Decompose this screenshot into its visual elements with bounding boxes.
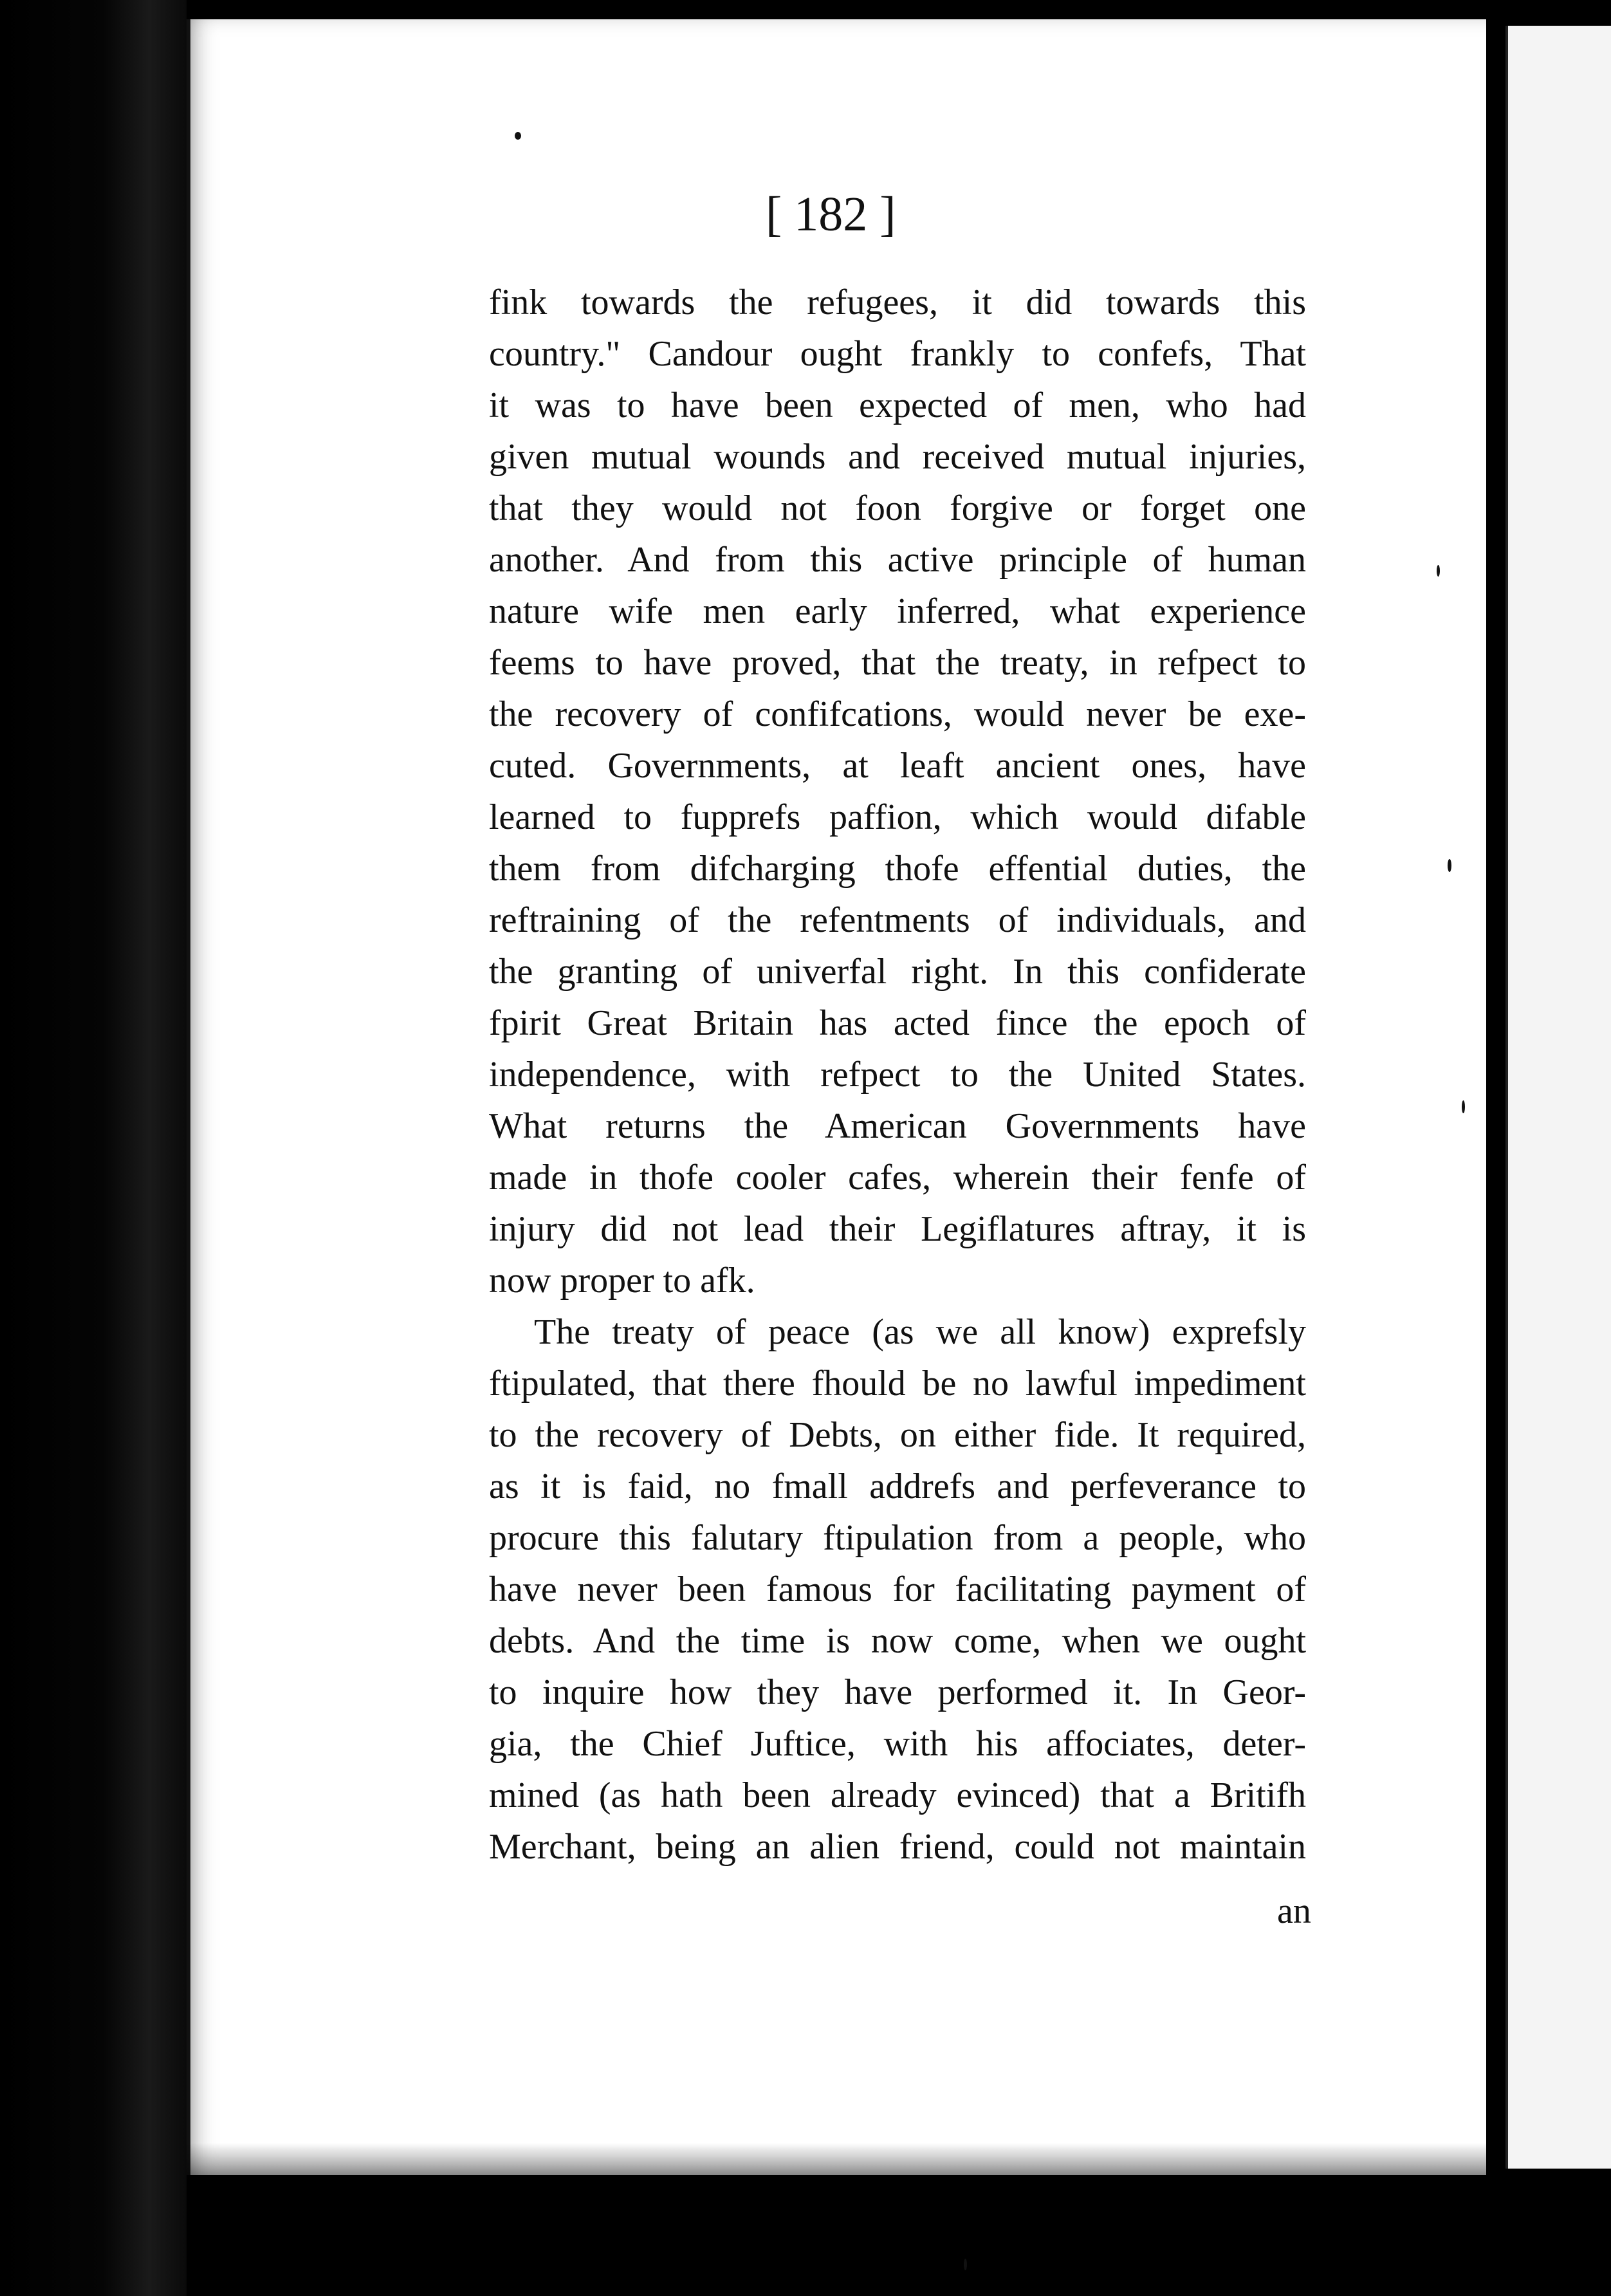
scan-speck bbox=[515, 132, 521, 140]
text-line: that they would not foon forgive or forget one bbox=[489, 488, 1306, 528]
text-line: fink towards the refugees, it did towards this bbox=[489, 282, 1306, 322]
catchword: an bbox=[1277, 1891, 1311, 1931]
text-line: procure this falutary ftipulation from a people, who bbox=[489, 1518, 1306, 1558]
scan-speck bbox=[1462, 1100, 1465, 1113]
text-line: nature wife men early inferred, what experience bbox=[489, 591, 1306, 631]
text-line: them from difcharging thofe effential duties, the bbox=[489, 849, 1306, 889]
text-line: now proper to afk. bbox=[489, 1261, 755, 1301]
text-line: to the recovery of Debts, on either fide. It required, bbox=[489, 1415, 1306, 1455]
text-line: another. And from this active principle of human bbox=[489, 540, 1306, 580]
scan-binding-edge bbox=[0, 0, 187, 2296]
text-line: ftipulated, that there fhould be no lawful impediment bbox=[489, 1364, 1306, 1403]
paragraph bbox=[489, 277, 1306, 1306]
text-line: mined (as hath been already evinced) that a Britifh bbox=[489, 1775, 1306, 1815]
text-line: have never been famous for facilitating payment of bbox=[489, 1569, 1306, 1609]
text-line: the recovery of confifcations, would never be exe- bbox=[489, 694, 1306, 734]
scan-speck bbox=[1448, 859, 1451, 872]
text-line: gia, the Chief Juftice, with his affociates, deter- bbox=[489, 1724, 1306, 1764]
text-line: The treaty of peace (as we all know) exprefsly bbox=[534, 1312, 1306, 1352]
scan-speck bbox=[1437, 565, 1440, 577]
text-line: injury did not lead their Legiflatures aftray, it is bbox=[489, 1209, 1306, 1249]
page-bottom-shadow bbox=[187, 2143, 1486, 2181]
text-line: learned to fupprefs paffion, which would difable bbox=[489, 797, 1306, 837]
text-line: given mutual wounds and received mutual injuries, bbox=[489, 437, 1306, 477]
page-gutter bbox=[1486, 0, 1505, 2296]
text-line: country." Candour ought frankly to confefs, That bbox=[489, 334, 1306, 374]
text-line: cuted. Governments, at leaft ancient ones, have bbox=[489, 746, 1306, 786]
text-line: the granting of univerfal right. In this confiderate bbox=[489, 952, 1306, 992]
text-line: debts. And the time is now come, when we ought bbox=[489, 1621, 1306, 1661]
text-line: as it is faid, no fmall addrefs and perfeverance to bbox=[489, 1467, 1306, 1506]
page-body bbox=[489, 277, 1306, 1873]
text-line: independence, with refpect to the United States. bbox=[489, 1055, 1306, 1095]
adjacent-page-edge bbox=[1505, 26, 1611, 2169]
text-line: fpirit Great Britain has acted fince the epoch of bbox=[489, 1003, 1306, 1043]
text-line: it was to have been expected of men, who had bbox=[489, 385, 1306, 425]
page-number-header: [ 182 ] bbox=[766, 187, 896, 241]
text-line: What returns the American Governments have bbox=[489, 1106, 1306, 1146]
paragraph bbox=[489, 1306, 1306, 1873]
text-line: reftraining of the refentments of individuals, and bbox=[489, 900, 1306, 940]
text-line: to inquire how they have performed it. In Geor- bbox=[489, 1672, 1306, 1712]
scan-speck bbox=[964, 2259, 967, 2270]
text-line: Merchant, being an alien friend, could not maintain bbox=[489, 1827, 1306, 1867]
text-line: made in thofe cooler cafes, wherein their fenfe of bbox=[489, 1158, 1306, 1198]
text-line: feems to have proved, that the treaty, in refpect to bbox=[489, 643, 1306, 683]
